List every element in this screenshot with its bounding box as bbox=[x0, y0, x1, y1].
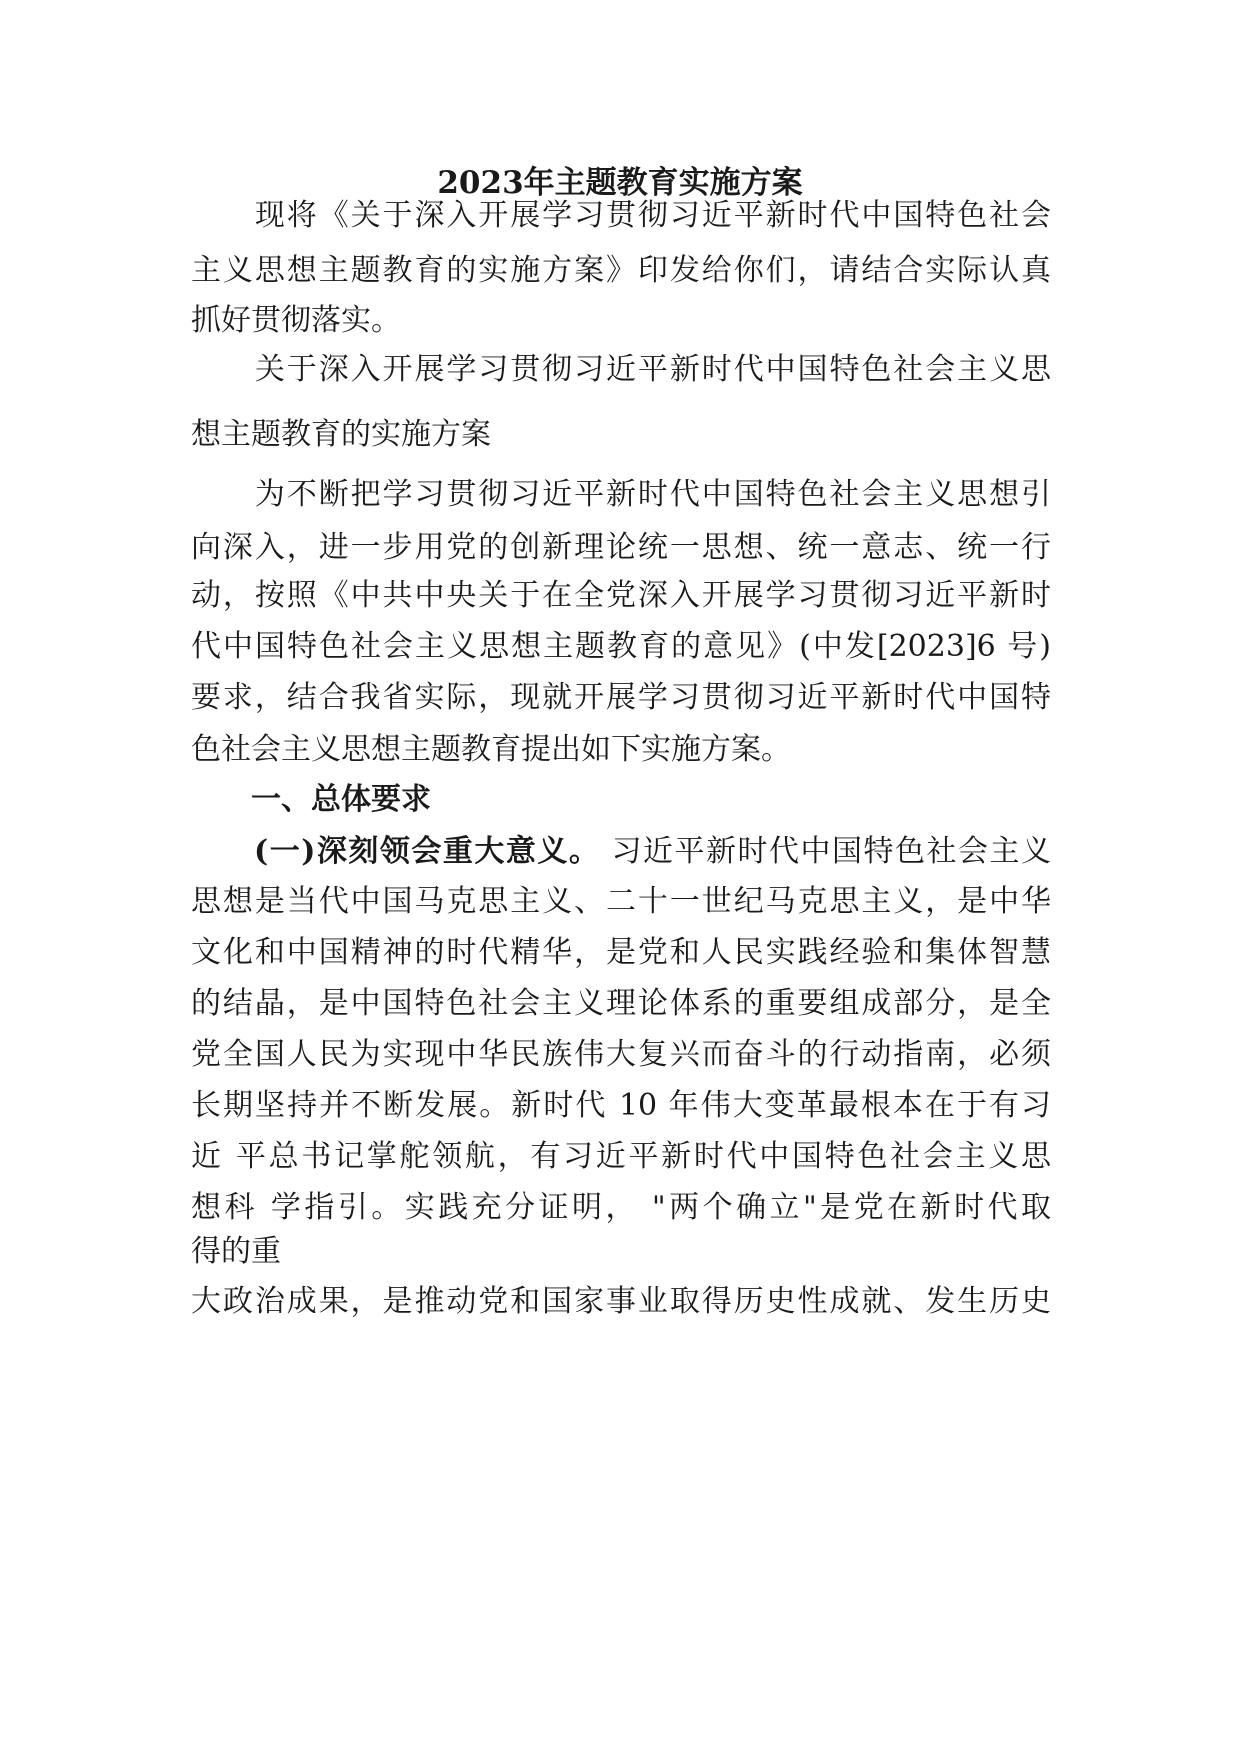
body-line: 文化和中国精神的时代精华，是党和人民实践经验和集体智慧 bbox=[191, 935, 1051, 970]
body-line: 向深入，进一步用党的创新理论统一思想、统一意志、统一行 bbox=[191, 530, 1051, 565]
document-title: 2023年主题教育实施方案 bbox=[437, 165, 803, 201]
body-line: 动，按照《中共中央关于在全党深入开展学习贯彻习近平新时 bbox=[191, 578, 1051, 613]
body-line: 近 平总书记掌舵领航，有习近平新时代中国特色社会主义思 bbox=[191, 1139, 1051, 1174]
body-line: 色社会主义思想主题教育提出如下实施方案。 bbox=[191, 732, 791, 767]
body-line: 思想是当代中国马克思主义、二十一世纪马克思主义，是中华 bbox=[191, 884, 1051, 919]
section-heading: (一)深刻领会重大意义。 bbox=[191, 834, 601, 869]
body-line: 得的重 bbox=[191, 1234, 281, 1269]
body-line: 大政治成果，是推动党和国家事业取得历史性成就、发生历史 bbox=[191, 1284, 1051, 1319]
body-line: 的结晶，是中国特色社会主义理论体系的重要组成部分，是全 bbox=[191, 986, 1051, 1021]
body-line: 长期坚持并不断发展。新时代 10 年伟大变革最根本在于有习 bbox=[191, 1088, 1051, 1123]
body-line: 为不断把学习贯彻习近平新时代中国特色社会主义思想引 bbox=[191, 477, 1051, 512]
line-text: 习近平新时代中国特色社会主义 bbox=[600, 834, 1051, 869]
body-line: 党全国人民为实现中华民族伟大复兴而奋斗的行动指南，必须 bbox=[191, 1037, 1051, 1072]
body-line: 主义思想主题教育的实施方案》印发给你们，请结合实际认真 bbox=[191, 253, 1051, 288]
body-line: 抓好贯彻落实。 bbox=[191, 303, 401, 338]
body-line: 代中国特色社会主义思想主题教育的意见》(中发[2023]6 号) bbox=[191, 629, 1051, 664]
body-line: 要求，结合我省实际，现就开展学习贯彻习近平新时代中国特 bbox=[191, 680, 1051, 715]
body-line: 现将《关于深入开展学习贯彻习近平新时代中国特色社会 bbox=[191, 198, 1051, 233]
body-line: 关于深入开展学习贯彻习近平新时代中国特色社会主义思 bbox=[191, 352, 1051, 387]
body-line: 一、总体要求 bbox=[191, 782, 431, 817]
body-line: 想科 学指引。实践充分证明， "两个确立"是党在新时代取 bbox=[191, 1190, 1051, 1225]
body-line: 想主题教育的实施方案 bbox=[191, 417, 491, 452]
